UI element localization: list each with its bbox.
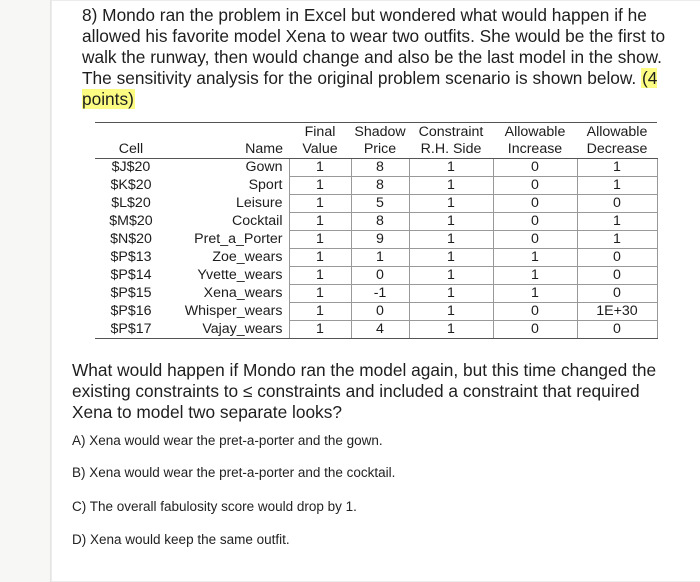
final-value: 1 [289, 159, 351, 177]
allowable-increase: 0 [493, 303, 577, 321]
allowable-increase: 0 [493, 213, 577, 231]
constraint-rhs: 1 [409, 303, 493, 321]
cell-ref: $P$17 [95, 321, 167, 339]
cell-ref: $P$16 [110, 303, 152, 319]
constraint-rhs: 1 [409, 249, 493, 267]
constraint-rhs: 1 [409, 321, 493, 339]
cell-name: Whisper_wears [184, 303, 283, 319]
option-c: C) The overall fabulosity score would drop by 1. [72, 499, 357, 514]
allowable-increase: 1 [493, 285, 577, 303]
shadow-price: 1 [351, 249, 409, 267]
constraint-rhs: 1 [409, 267, 493, 285]
constraint-rhs: 1 [409, 213, 493, 231]
allowable-decrease: 0 [577, 321, 657, 339]
table-row [95, 195, 657, 213]
allowable-decrease: 0 [577, 195, 657, 213]
constraint-rhs: 1 [409, 177, 493, 195]
constraint-rhs: 1 [409, 159, 493, 177]
final-value: 1 [289, 285, 351, 303]
cell-ref: $P$15 [110, 285, 152, 301]
allowable-increase: 0 [493, 195, 577, 213]
final-value: 1 [289, 321, 351, 339]
table-row [95, 231, 657, 249]
header-increase: Increase [493, 141, 577, 159]
question-text [82, 5, 682, 110]
allowable-increase: 0 [493, 177, 577, 195]
header-rhs: R.H. Side [409, 141, 493, 159]
cell-ref: $P$14 [110, 267, 152, 283]
final-value: 1 [289, 303, 351, 321]
allowable-decrease: 1E+30 [577, 303, 657, 321]
shadow-price: 0 [351, 303, 409, 321]
allowable-decrease: 1 [577, 159, 657, 177]
table-row [95, 159, 657, 177]
allowable-increase: 1 [493, 267, 577, 285]
cell-ref: $P$13 [110, 249, 152, 265]
cell-ref: $N$20 [110, 231, 152, 247]
allowable-decrease: 0 [577, 285, 657, 303]
final-value: 1 [289, 267, 351, 285]
cell-ref: $J$20 [111, 159, 151, 176]
final-value: 1 [289, 249, 351, 267]
allowable-decrease: 1 [577, 213, 657, 231]
table-row [95, 267, 657, 285]
shadow-price: 8 [351, 213, 409, 231]
constraint-rhs: 1 [409, 195, 493, 213]
table-row [95, 213, 657, 231]
header-cell [95, 123, 167, 142]
final-value: 1 [289, 177, 351, 195]
allowable-decrease: 0 [577, 249, 657, 267]
cell-ref: $L$20 [111, 195, 151, 211]
cell-ref: $K$20 [110, 177, 152, 193]
shadow-price: -1 [351, 285, 409, 303]
header-row-1 [95, 123, 657, 142]
header-cell-col: Cell [95, 141, 167, 159]
shadow-price: 4 [351, 321, 409, 339]
cell-name: Sport [248, 177, 283, 193]
table-row [95, 303, 657, 321]
header-cell [167, 123, 289, 142]
option-a: A) Xena would wear the pret-a-porter and the gown. [72, 433, 383, 448]
shadow-price: 8 [351, 177, 409, 195]
option-b: B) Xena would wear the pret-a-porter and the cocktail. [72, 465, 396, 480]
cell-name: Xena_wears [203, 285, 283, 301]
allowable-increase: 0 [493, 159, 577, 177]
shadow-price: 0 [351, 267, 409, 285]
cell-name: Vajay_wears [167, 321, 289, 339]
constraint-rhs: 1 [409, 285, 493, 303]
allowable-decrease: 0 [577, 267, 657, 285]
allowable-decrease: 1 [577, 177, 657, 195]
shadow-price: 9 [351, 231, 409, 249]
cell-name: Gown [245, 159, 283, 176]
table-row [95, 177, 657, 195]
header-name-col: Name [167, 141, 289, 159]
cell-name: Pret_a_Porter [194, 231, 283, 247]
final-value: 1 [289, 231, 351, 249]
header-value: Value [289, 141, 351, 159]
header-row-2 [95, 141, 657, 159]
header-decrease: Decrease [577, 141, 657, 159]
option-d: D) Xena would keep the same outfit. [72, 532, 290, 547]
cell-name: Zoe_wears [212, 249, 283, 265]
final-value: 1 [289, 195, 351, 213]
cell-ref: $M$20 [109, 213, 153, 229]
allowable-decrease: 1 [577, 231, 657, 249]
sensitivity-table [95, 122, 658, 339]
table-row [95, 249, 657, 267]
shadow-price: 8 [351, 159, 409, 177]
table-row [95, 321, 657, 339]
header-final: Final [289, 123, 351, 142]
header-constraint: Constraint [409, 123, 493, 142]
header-price: Price [351, 141, 409, 159]
allowable-increase: 0 [493, 231, 577, 249]
cell-name: Yvette_wears [197, 267, 283, 283]
shadow-price: 5 [351, 195, 409, 213]
allowable-increase: 1 [493, 249, 577, 267]
final-value: 1 [289, 213, 351, 231]
points-highlight: (4 points) [82, 68, 658, 109]
header-allowable-inc: Allowable [493, 123, 577, 142]
allowable-increase: 0 [493, 321, 577, 339]
header-shadow: Shadow [351, 123, 409, 142]
followup-question: What would happen if Mondo ran the model again, but this time changed the existing constraints to ≤ constraints and included a constraint that required Xena to model two separate looks? [72, 360, 657, 422]
table-row [95, 285, 657, 303]
cell-name: Leisure [235, 195, 283, 211]
constraint-rhs: 1 [409, 231, 493, 249]
question-body: 8) Mondo ran the problem in Excel but wondered what would happen if he allowed his favorite model Xena to wear two outfits. She would be the first to walk the runway, then would change and also be the last model in the show. The sensitivity analysis for the original problem scenario is shown below. [82, 5, 666, 88]
cell-name: Cocktail [232, 213, 283, 229]
header-allowable-dec: Allowable [577, 123, 657, 142]
